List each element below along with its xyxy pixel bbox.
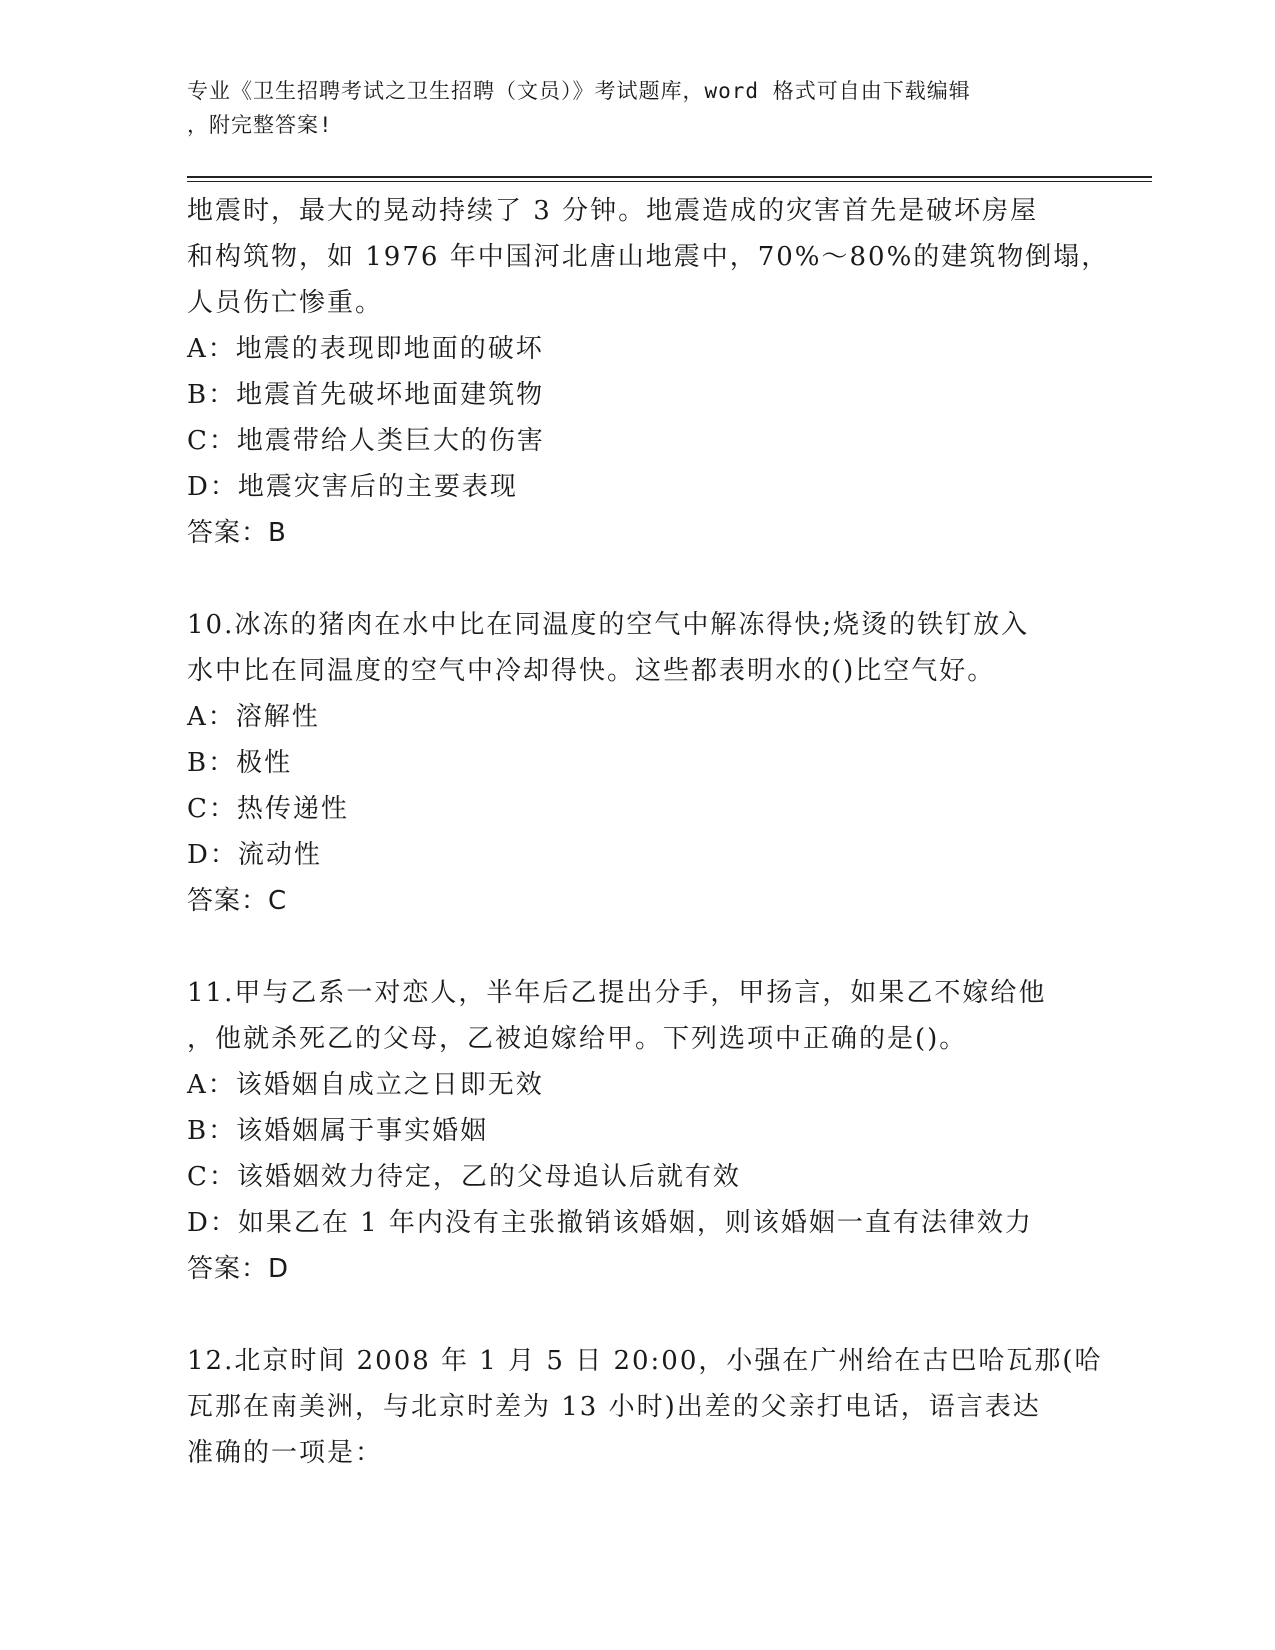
option-d: D：如果乙在 1 年内没有主张撤销该婚姻，则该婚姻一直有法律效力 <box>187 1208 1033 1238</box>
option-a: A：地震的表现即地面的破坏 <box>187 334 544 364</box>
question-text-line: 12.北京时间 2008 年 1 月 5 日 20:00，小强在广州给在古巴哈瓦那(哈 <box>187 1346 1103 1376</box>
question-text-line: 瓦那在南美洲，与北京时差为 13 小时)出差的父亲打电话，语言表达 <box>187 1392 1041 1422</box>
header-divider-thin <box>187 181 1152 182</box>
option-d: D：地震灾害后的主要表现 <box>187 472 518 502</box>
question-text-line: 和构筑物，如 1976 年中国河北唐山地震中，70%～80%的建筑物倒塌， <box>187 242 1110 272</box>
question-10 <box>187 602 1087 924</box>
question-12 <box>187 1338 1103 1476</box>
question-content <box>187 188 1110 1476</box>
question-text-line: 11.甲与乙系一对恋人，半年后乙提出分手，甲扬言，如果乙不嫁给他 <box>187 978 1047 1008</box>
question-text-line: 水中比在同温度的空气中冷却得快。这些都表明水的()比空气好。 <box>187 656 996 686</box>
header-line-1: 专业《卫生招聘考试之卫生招聘（文员）》考试题库，word 格式可自由下载编辑 <box>187 79 971 103</box>
spacer <box>187 924 1087 970</box>
question-text-line: ，他就杀死乙的父母，乙被迫嫁给甲。下列选项中正确的是()。 <box>187 1024 968 1054</box>
option-c: C：热传递性 <box>187 794 349 824</box>
option-c: C：该婚姻效力待定，乙的父母追认后就有效 <box>187 1162 741 1192</box>
question-text-line: 地震时，最大的晃动持续了 3 分钟。地震造成的灾害首先是破坏房屋 <box>187 196 1039 226</box>
header-divider-thick <box>187 176 1152 178</box>
question-text-line: 人员伤亡惨重。 <box>187 288 384 318</box>
question-text-line: 10.冰冻的猪肉在水中比在同温度的空气中解冻得快;烧烫的铁钉放入 <box>187 610 1030 640</box>
answer-label: 答案：C <box>187 886 288 916</box>
question-text-line: 准确的一项是： <box>187 1438 384 1468</box>
document-header <box>187 74 1067 142</box>
answer-label: 答案：B <box>187 518 287 548</box>
spacer <box>187 556 1087 602</box>
question-9 <box>187 188 1110 556</box>
question-11 <box>187 970 1087 1292</box>
option-b: B：地震首先破坏地面建筑物 <box>187 380 545 410</box>
header-line-2: ，附完整答案! <box>187 113 333 137</box>
option-a: A：该婚姻自成立之日即无效 <box>187 1070 544 1100</box>
option-b: B：极性 <box>187 748 293 778</box>
answer-label: 答案：D <box>187 1254 290 1284</box>
spacer <box>187 1292 1087 1338</box>
option-b: B：该婚姻属于事实婚姻 <box>187 1116 489 1146</box>
option-d: D：流动性 <box>187 840 322 870</box>
option-c: C：地震带给人类巨大的伤害 <box>187 426 545 456</box>
option-a: A：溶解性 <box>187 702 320 732</box>
